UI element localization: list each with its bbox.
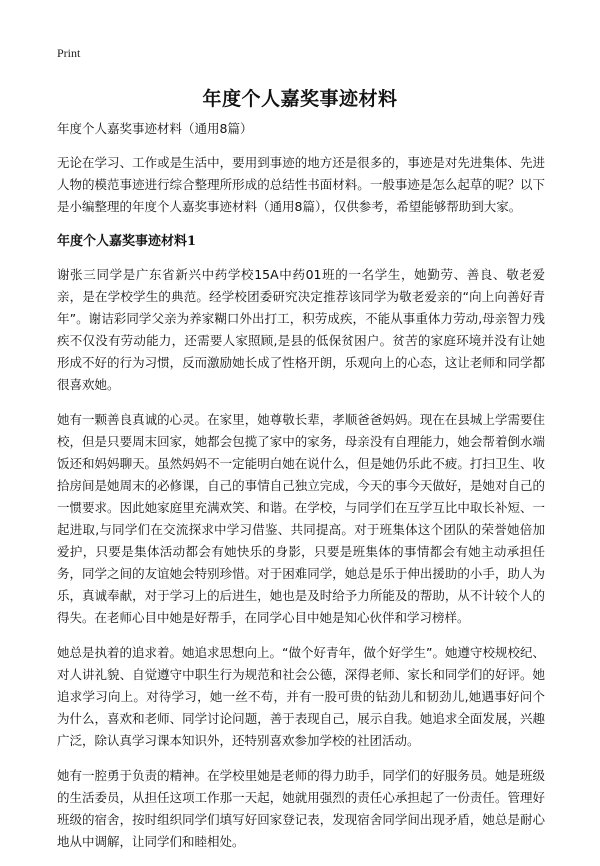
print-link[interactable]: Print: [57, 46, 81, 60]
document-body: [57, 118, 545, 866]
body-paragraph-1: 谢张三同学是广东省新兴中药学校15A中药01班的一名学生，她勤劳、善良、敬老爱亲，是在学校学生的典范。经学校团委研究决定推荐该同学为敬老爱亲的“向上向善好青年”。谢诘彩同学父亲为养家糊口外出打工，积劳成疾，不能从事重体力劳动,母亲智力残疾不仅没有劳动能力，还需要人家照顾,是县的低保贫困户。贫苦的家庭环境并没有让她形成不好的行为习惯，反而激励她长成了性格开朗，乐观向上的心态，这让老师和同学都很喜欢她。: [57, 267, 545, 392]
body-paragraph-2: 她有一颗善良真诚的心灵。在家里，她尊敬长辈，孝顺爸爸妈妈。现在在县城上学需要住校，但是只要周末回家，她都会包揽了家中的家务，母亲没有自理能力，她会帮着倒水端饭还和妈妈聊天。虽然妈妈不一定能明白她在说什么，但是她仍乐此不疲。打扫卫生、收拾房间是她周末的必修课，自己的事情自己独立完成，今天的事今天做好，是她对自己的一惯要求。因此她家庭里充满欢笑、和谐。在学校，与同学们在互学互比中取长补短、一起进取,与同学们在交流探求中学习借鉴、共同提高。对于班集体这个团队的荣誉她倍加爱护，只要是集体活动都会有她快乐的身影，只要是班集体的事情都会有她主动承担任务，同学之间的友谊她会特别珍惜。对于困难同学，她总是乐于伸出援助的小手，助人为乐，真诚奉献，对于学习上的后进生，她也是及时给予力所能及的帮助，从不计较个人的得失。在老师心目中她是好帮手，在同学心目中她是知心伙伴和学习榜样。: [57, 412, 545, 625]
section-heading: 年度个人嘉奖事迹材料1: [57, 234, 197, 249]
body-paragraph-4: 她有一腔勇于负责的精神。在学校里她是老师的得力助手，同学们的好服务员。她是班级的生活委员，从担任这项工作那一天起，她就用强烈的责任心承担起了一份责任。管理好班级的宿舍，按时组织同学们填写好回家登记表，发现宿舍同学间出现矛盾，她总是耐心地从中调解，让同学们和睦相处。: [57, 768, 545, 849]
intro-paragraph: 无论在学习、工作或是生活中，要用到事迹的地方还是很多的，事迹是对先进集体、先进人物的模范事迹进行综合整理所形成的总结性书面材料。一般事迹是怎么起草的呢？以下是小编整理的年度个人嘉奖事迹材料（通用8篇），仅供参考，希望能够帮助到大家。: [57, 155, 545, 214]
body-paragraph-3: 她总是执着的追求着。她追求思想向上。“做个好青年，做个好学生”。她遵守校规校纪、对人讲礼貌、自觉遵守中职生行为规范和社会公德，深得老师、家长和同学们的好评。她追求学习向上。对待学习，她一丝不苟，并有一股可贵的钻劲儿和韧劲儿,她遇事好问个为什么，喜欢和老师、同学讨论问题，善于表现自己，展示自我。她追求全面发展，兴趣广泛，除认真学习课本知识外，还特别喜欢参加学校的社团活动。: [57, 645, 545, 748]
page-title: 年度个人嘉奖事迹材料: [202, 88, 398, 110]
document-subtitle: 年度个人嘉奖事迹材料（通用8篇）: [57, 121, 253, 136]
